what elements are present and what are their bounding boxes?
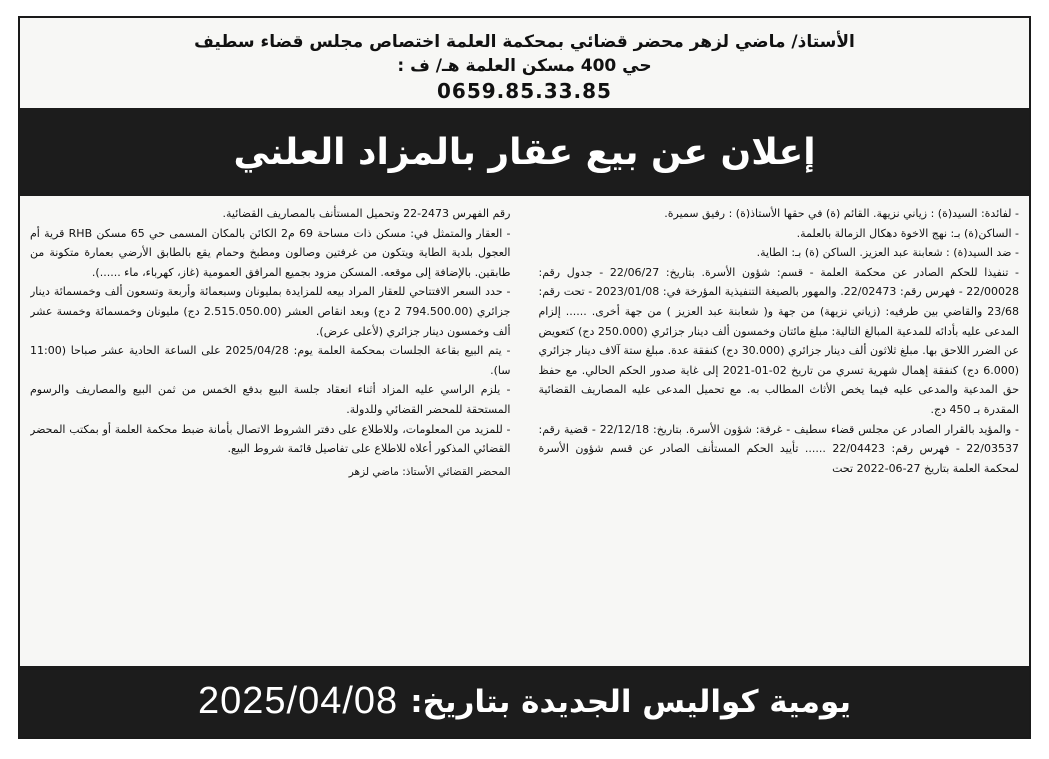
address-line bbox=[20, 54, 1029, 78]
footer-date: 2025/04/08 bbox=[198, 680, 399, 722]
paragraph: - والمؤيد بالقرار الصادر عن مجلس قضاء سطيف - غرفة: شؤون الأسرة. بتاريخ: 22/12/18 - قضية رقم: 22/03537 - فهرس رقم: 22/04423 ...... تأييد الحكم المستأنف الصادر عن قسم شؤون الأسرة لمحكمة العلمة بتاريخ 27-06-2022 تحت bbox=[538, 422, 1019, 475]
title-banner bbox=[20, 108, 1029, 196]
paragraph: - يتم البيع بقاعة الجلسات بمحكمة العلمة يوم: 2025/04/28 على الساعة الحادية عشر صباحا (11:00 سا). bbox=[30, 344, 511, 377]
paragraph: - تنفيذا للحكم الصادر عن محكمة العلمة - قسم: شؤون الأسرة. بتاريخ: 22/06/27 - جدول رقم: 22/00028 - فهرس رقم: 22/02473. والمهور بالصيغة التنفيذية المؤرخة في: 2023/01/08 - تحت رقم: 23/68 والقاضي بين طرفيه: (زياني نزيهة) من جهة و( شعابنة عبد العزيز ) من جهة أخرى. ...... إلزام المدعى عليه بأدائه للمدعية المبالغ التالية: مبلغ مائتان وخمسون ألف دينار جزائري (250.000 دج) كتعويض عن الضرر اللاحق بها. مبلغ ثلاثون ألف دينار جزائري (30.000 دج) كنفقة عدة. مبلغ ستة آلاف دينار جزائري (6.000 دج) كنفقة إهمال شهرية تسري من تاريخ 02-01-2021 إلى غاية صدور الحكم الحالي. مع حفظ حق المدعية والمدعى عليه فيما يخص الأثاث المطالب به. مع تحميل المدعى عليه المصاريف القضائية المقدرة بـ 450 دج. bbox=[538, 265, 1019, 416]
header bbox=[20, 18, 1029, 108]
paragraph: - حدد السعر الافتتاحي للعقار المراد بيعه للمزايدة بمليونان وسبعمائة وأربعة وتسعون ألف وخمسمائة دينار جزائري (794.500.00 2 دج) وبعد انقاص العشر (2.515.050.00 دج) مليونان وخمسمائة وخمسة عشر ألف وخمسون دينار جزائري (لأعلى عرض). bbox=[30, 285, 511, 338]
bailiff-name-line: الأستاذ/ ماضي لزهر محضر قضائي بمحكمة العلمة اختصاص مجلس قضاء سطيف bbox=[194, 32, 855, 52]
right-column bbox=[525, 204, 1020, 670]
page-title: إعلان عن بيع عقار بالمزاد العلني bbox=[233, 131, 816, 173]
paragraph: - ضد السيد(ة) : شعابنة عبد العزيز. الساكن (ة) بـ: الطاية. bbox=[756, 246, 1019, 260]
phone-number: 0659.85.33.85 bbox=[437, 79, 612, 103]
footer-banner bbox=[20, 666, 1029, 737]
address-text: حي 400 مسكن العلمة هـ/ ف : bbox=[397, 56, 652, 76]
paragraph: - للمزيد من المعلومات، وللاطلاع على دفتر الشروط الاتصال بأمانة ضبط محكمة العلمة أو بمكتب المحضر القضائي المذكور أعلاه للاطلاع على تفاصيل قائمة شروط البيع. bbox=[30, 422, 511, 456]
left-column bbox=[30, 204, 525, 670]
announcement-page bbox=[18, 16, 1031, 739]
footer-label: يومية كواليس الجديدة بتاريخ: bbox=[410, 683, 852, 720]
announcement-body bbox=[20, 196, 1029, 670]
paragraph: رقم الفهرس 2473-22 وتحميل المستأنف بالمصاريف القضائية. bbox=[222, 207, 511, 220]
paragraph: - الساكن(ة) بـ: نهج الاخوة دهكال الزمالة بالعلمة. bbox=[796, 226, 1019, 240]
signature: المحضر القضائي الأستاذ: ماضي لزهر bbox=[348, 465, 511, 478]
paragraph: - لفائدة: السيد(ة) : زياني نزيهة. القائم (ة) في حقها الأستاذ(ة) : رفيق سميرة. bbox=[664, 207, 1019, 220]
paragraph: - العقار والمتمثل في: مسكن ذات مساحة 69 م2 الكائن بالمكان المسمى حي 65 مسكن RHB قرية أم العجول بلدية الطاية ويتكون من غرفتين وصالون ومطبخ وحمام يقع بالطابق الأرضي بعمارة متكونة من طابقين. بالإضافة إلى موقعه. المسكن مزود بجميع المرافق العمومية (غاز، كهرباء، ماء ......). bbox=[30, 226, 511, 279]
paragraph: - يلزم الراسي عليه المزاد أثناء انعقاد جلسة البيع بدفع الخمس من ثمن البيع والمصاريف والرسوم المستحقة للمحضر القضائي وللدولة. bbox=[30, 383, 511, 416]
